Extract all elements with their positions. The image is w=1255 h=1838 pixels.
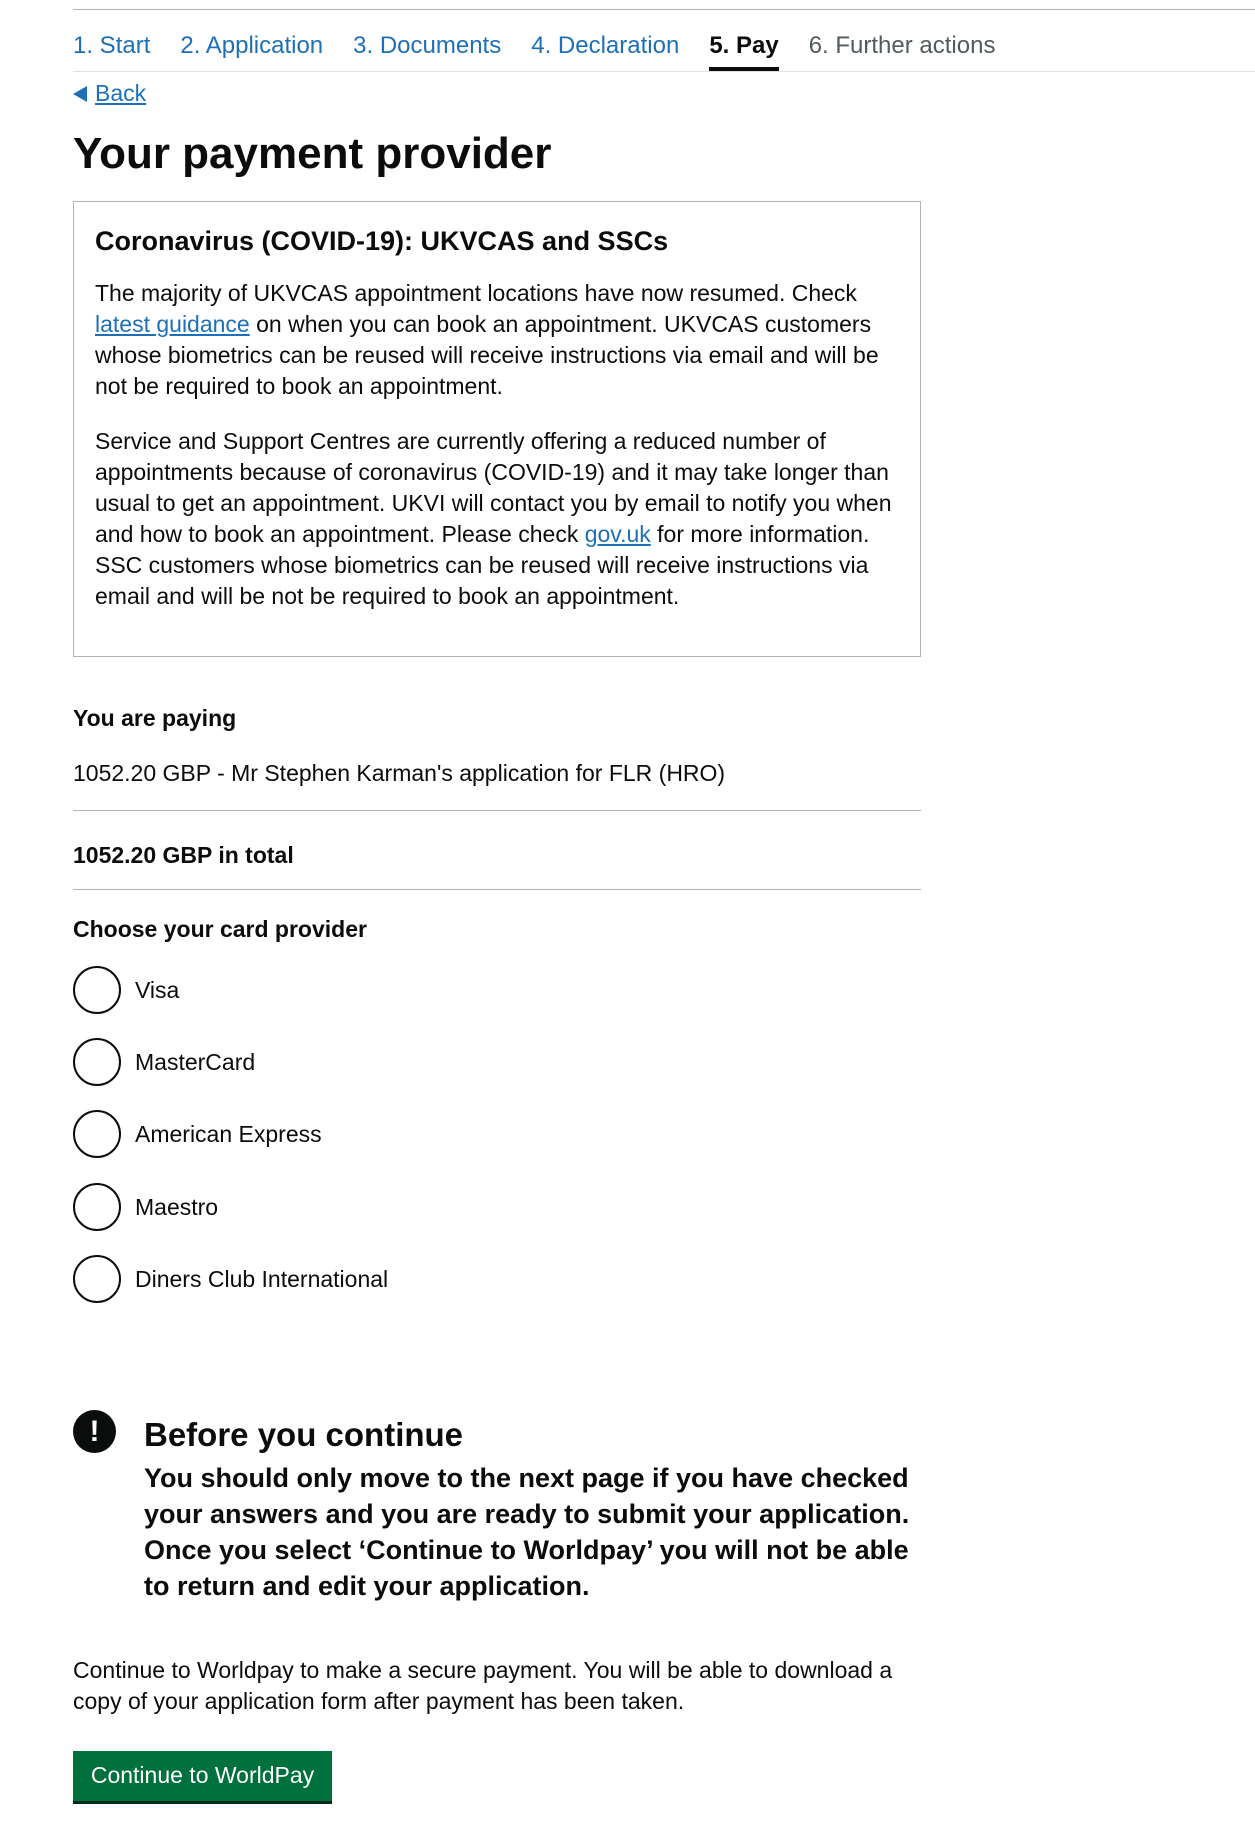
step-pay: 5. Pay <box>709 30 778 72</box>
radio-maestro[interactable] <box>73 1183 218 1231</box>
step-further-actions: 6. Further actions <box>808 32 996 59</box>
radio-mastercard[interactable] <box>73 1038 255 1086</box>
radio-american-express[interactable] <box>73 1110 322 1158</box>
radio-diners-club[interactable] <box>73 1255 388 1303</box>
back-arrow-icon <box>73 86 87 102</box>
warning-text: You should only move to the next page if you have checked your answers and you are ready to submit your application. Once you select ‘Continue to Worldpay’ you will not be able to return and edit your application. <box>144 1463 910 1601</box>
covid-notice <box>73 201 921 657</box>
radio-label-american-express: American Express <box>135 1120 322 1147</box>
notice-p2-text-after: for more information. SSC customers whose biometrics can be reused will receive instructions via email and will be not be required to book an appointment. <box>95 521 870 609</box>
step-declaration[interactable]: 4. Declaration <box>531 32 680 59</box>
gov-uk-link[interactable]: gov.uk <box>584 521 651 547</box>
radio-visa[interactable] <box>73 966 179 1014</box>
continue-to-worldpay-button[interactable]: Continue to WorldPay <box>73 1751 332 1801</box>
step-application[interactable]: 2. Application <box>180 32 324 59</box>
back-link-text[interactable]: Back <box>95 80 147 106</box>
notice-title: Coronavirus (COVID-19): UKVCAS and SSCs <box>95 226 669 256</box>
radio-circle[interactable] <box>73 1110 121 1158</box>
notice-paragraph-1 <box>95 278 899 402</box>
progress-steps <box>73 30 1025 72</box>
radio-label-visa: Visa <box>135 976 180 1003</box>
radio-circle[interactable] <box>73 1038 121 1086</box>
notice-p1-text: The majority of UKVCAS appointment locations have now resumed. Check <box>95 280 857 306</box>
latest-guidance-link[interactable]: latest guidance <box>95 311 250 337</box>
payment-total: 1052.20 GBP in total <box>73 842 294 868</box>
card-provider-label: Choose your card provider <box>73 916 367 942</box>
notice-p1-text-after: on when you can book an appointment. UKVCAS customers whose biometrics can be reused will receive instructions via email and will be not be required to book an appointment. <box>95 311 879 399</box>
radio-circle[interactable] <box>73 1183 121 1231</box>
notice-p2-text: Service and Support Centres are currently offering a reduced number of appointments because of coronavirus (COVID-19) and it may take longer than usual to get an appointment. UKVI will contact you by email to notify you when and how to book an appointment. Please check <box>95 428 892 547</box>
notice-paragraph-2 <box>95 426 899 612</box>
paying-label: You are paying <box>73 705 237 731</box>
steps-divider <box>73 71 1255 72</box>
top-divider <box>73 9 1255 10</box>
payment-divider <box>73 810 921 811</box>
radio-circle[interactable] <box>73 1255 121 1303</box>
page-title: Your payment provider <box>73 129 552 178</box>
paying-line: 1052.20 GBP - Mr Stephen Karman's application for FLR (HRO) <box>73 760 726 786</box>
warning-icon: ! <box>73 1410 116 1453</box>
radio-circle[interactable] <box>73 966 121 1014</box>
back-link[interactable] <box>73 80 146 107</box>
radio-label-maestro: Maestro <box>135 1193 219 1220</box>
radio-label-diners-club: Diners Club International <box>135 1265 389 1292</box>
worldpay-info: Continue to Worldpay to make a secure payment. You will be able to download a copy of your application form after payment has been taken. <box>73 1657 893 1714</box>
step-documents[interactable]: 3. Documents <box>353 32 502 59</box>
total-divider <box>73 889 921 890</box>
step-start[interactable]: 1. Start <box>73 32 151 59</box>
radio-label-mastercard: MasterCard <box>135 1048 256 1075</box>
warning-title: Before you continue <box>144 1416 464 1453</box>
